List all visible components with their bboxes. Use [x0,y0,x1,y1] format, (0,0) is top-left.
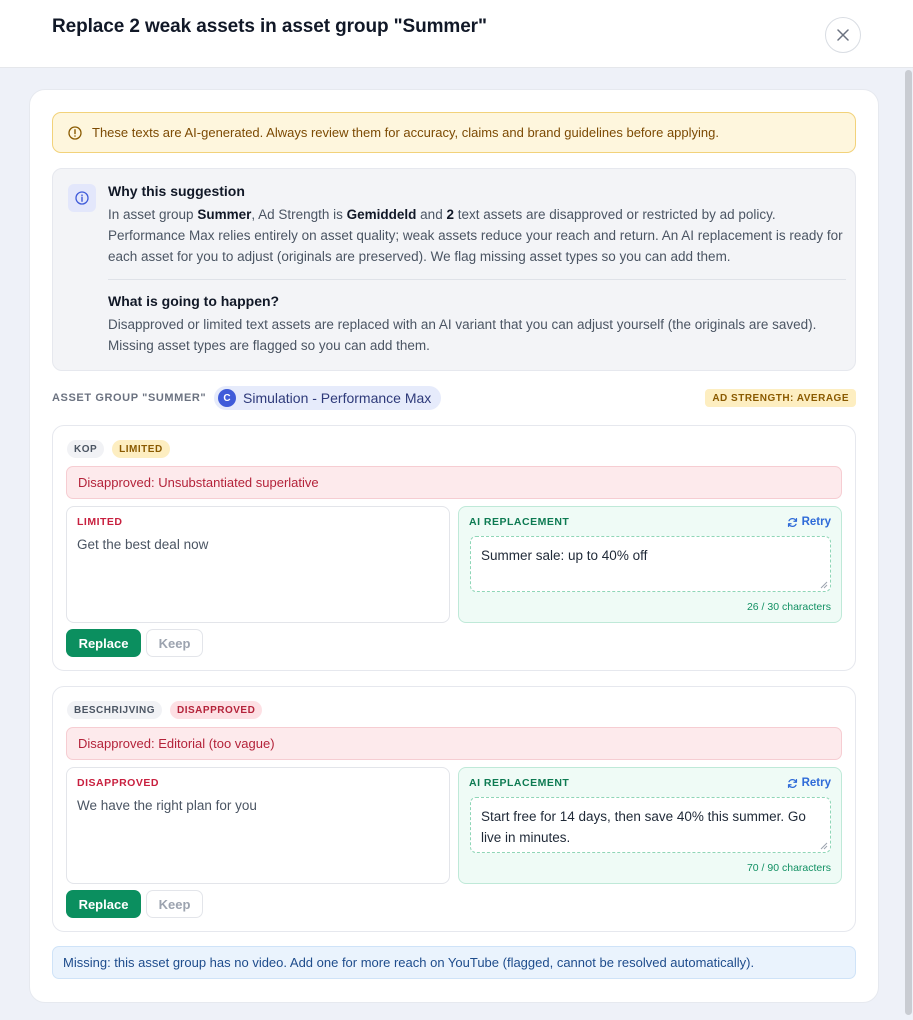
asset-card [52,425,856,671]
refresh-icon [787,517,798,528]
campaign-avatar: C [218,389,236,407]
resize-handle-icon[interactable] [820,842,828,850]
policy-reason: Disapproved: Unsubstantiated superlative [66,466,842,499]
original-asset-text: We have the right plan for you [77,798,257,813]
asset-type-tag: BESCHRIJVING [67,701,162,719]
close-icon [837,29,849,41]
original-status-label: LIMITED [77,516,123,528]
ai-warning-banner [52,112,856,153]
ai-replacement-box [458,506,842,623]
asset-type-tag: KOP [67,440,104,458]
alert-circle-icon [68,126,82,140]
resize-handle-icon[interactable] [820,581,828,589]
asset-count: 2 [446,207,454,222]
campaign-chip[interactable] [214,386,441,410]
keep-button[interactable]: Keep [146,890,203,918]
why-suggestion-panel [52,168,856,371]
replace-button[interactable]: Replace [66,629,141,657]
scrollbar[interactable] [905,70,912,1015]
asset-status-tag: LIMITED [112,440,170,458]
original-asset-text: Get the best deal now [77,537,209,552]
original-asset-box [66,767,450,884]
close-button[interactable] [825,17,861,53]
missing-asset-notice: Missing: this asset group has no video. Add one for more reach on YouTube (flagged, cannot be resolved automatically). [52,946,856,979]
retry-button[interactable] [787,516,831,528]
replace-button[interactable]: Replace [66,890,141,918]
ad-strength-badge: AD STRENGTH: AVERAGE [705,389,856,407]
asset-status-tag: DISAPPROVED [170,701,262,719]
ai-replacement-textarea[interactable] [470,797,831,853]
retry-label: Retry [801,516,831,528]
dialog-header [0,0,913,68]
char-count: 26 / 30 characters [746,601,831,613]
ai-replacement-box [458,767,842,884]
why-text: In asset group Summer, Ad Strength is Gemiddeld and 2 text assets are disapproved or restricted by ad policy. Performance Max relies entirely on asset quality; weak assets reduce your reach and return. An AI replacement is ready for each asset for you to adjust (originals are preserved). We flag missing asset types so you can add them. [108,207,843,264]
what-title: What is going to happen? [108,293,280,309]
retry-button[interactable] [787,777,831,789]
ai-replacement-textarea[interactable] [470,536,831,592]
original-status-label: DISAPPROVED [77,777,159,789]
asset-group-row [52,386,856,410]
asset-group-label: ASSET GROUP "SUMMER" [52,392,207,404]
ai-replacement-text: Summer sale: up to 40% off [481,548,648,563]
divider [108,279,846,280]
asset-card [52,686,856,932]
policy-reason: Disapproved: Editorial (too vague) [66,727,842,760]
dialog-title: Replace 2 weak assets in asset group "Summer" [52,16,487,37]
what-text: Disapproved or limited text assets are replaced with an AI variant that you can adjust yourself (the originals are saved). Missing asset types are flagged so you can add them. [108,317,817,353]
ai-replacement-label: AI REPLACEMENT [469,777,570,789]
campaign-name: Simulation - Performance Max [243,390,432,406]
group-name: Summer [197,207,252,222]
ai-replacement-label: AI REPLACEMENT [469,516,570,528]
ai-warning-text: These texts are AI-generated. Always review them for accuracy, claims and brand guidelines before applying. [92,125,719,140]
original-asset-box [66,506,450,623]
keep-button[interactable]: Keep [146,629,203,657]
why-title: Why this suggestion [108,183,245,199]
strength-value: Gemiddeld [346,207,417,222]
char-count: 70 / 90 characters [746,862,831,874]
retry-label: Retry [801,777,831,789]
ai-replacement-text: Start free for 14 days, then save 40% this summer. Go live in minutes. [481,809,806,845]
info-icon [68,184,96,212]
refresh-icon [787,778,798,789]
dialog-body [29,89,879,1003]
